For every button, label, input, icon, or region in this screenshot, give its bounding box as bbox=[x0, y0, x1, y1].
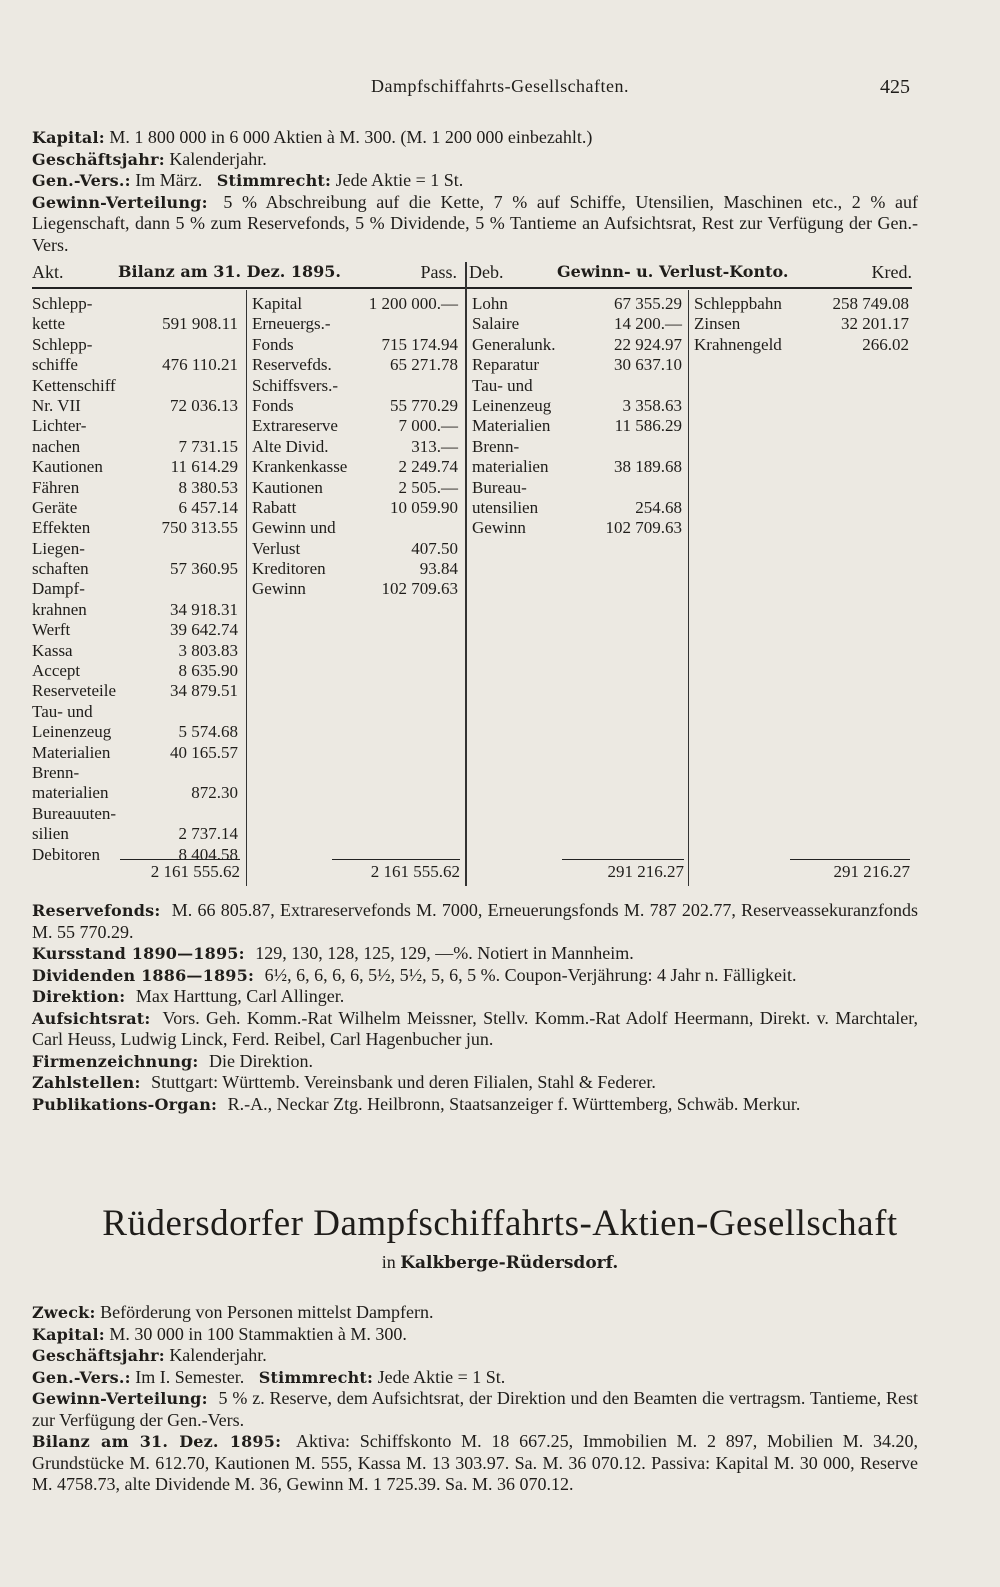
company2-title: Rüdersdorfer Dampfschiffahrts-Aktien-Gesellschaft bbox=[102, 1203, 898, 1244]
aktiva-row-label: krahnen bbox=[32, 599, 87, 619]
aktiva-row bbox=[32, 702, 238, 722]
debet-column bbox=[472, 294, 682, 539]
reservefonds-para bbox=[32, 900, 918, 943]
aktiva-row-label: Accept bbox=[32, 661, 81, 681]
kredit-row-value: 32 201.17 bbox=[841, 314, 909, 334]
aktiva-row-label: Dampf- bbox=[32, 579, 85, 599]
debet-row-label: Generalunk. bbox=[472, 334, 556, 354]
debet-row bbox=[472, 294, 682, 314]
debet-row-label: Reparatur bbox=[472, 355, 540, 375]
passiva-row bbox=[252, 416, 458, 436]
aktiva-row bbox=[32, 416, 238, 436]
guv-title: Gewinn- u. Verlust-Konto. bbox=[557, 262, 789, 281]
passiva-row bbox=[252, 355, 458, 375]
kredit-row bbox=[694, 335, 909, 355]
passiva-row-value: 10 059.90 bbox=[390, 497, 458, 517]
kursstand-para bbox=[32, 943, 918, 965]
geschaeftsjahr2-label: Geschäftsjahr: bbox=[32, 1346, 165, 1365]
aktiva-row-label: schiffe bbox=[32, 355, 78, 375]
guv-header bbox=[469, 262, 912, 286]
genvers-text: Im März. bbox=[135, 170, 203, 190]
aktiva-row-label: Tau- und bbox=[32, 701, 93, 721]
aktiva-row bbox=[32, 396, 238, 416]
gewinn-verteilung-para bbox=[32, 192, 918, 257]
passiva-row-label: Schiffsvers.- bbox=[252, 375, 339, 395]
stimmrecht-label: Stimmrecht: bbox=[216, 171, 332, 190]
gewinn-verteilung-label: Gewinn-Verteilung: bbox=[32, 192, 208, 212]
zweck-text: Beförderung von Personen mittelst Dampfern. bbox=[100, 1302, 434, 1322]
geschaeftsjahr2-text: Kalenderjahr. bbox=[169, 1345, 267, 1365]
aktiva-row-label: silien bbox=[32, 824, 69, 844]
geschaeftsjahr-label: Geschäftsjahr: bbox=[32, 149, 165, 169]
page-number: 425 bbox=[880, 76, 910, 98]
aktiva-row-label: Kassa bbox=[32, 640, 73, 660]
zweck-line bbox=[32, 1302, 918, 1324]
firmenzeichnung-para bbox=[32, 1051, 918, 1073]
aktiva-row bbox=[32, 620, 238, 640]
aktiva-row bbox=[32, 518, 238, 538]
passiva-row-value: 102 709.63 bbox=[381, 579, 458, 599]
kursstand-text: 129, 130, 128, 125, 129, —%. Notiert in Mannheim. bbox=[255, 943, 634, 963]
balance-tables bbox=[32, 262, 912, 887]
aufsichtsrat-para bbox=[32, 1008, 918, 1051]
aktiva-row-label: Geräte bbox=[32, 497, 78, 517]
debet-row bbox=[472, 478, 682, 498]
aktiva-row bbox=[32, 681, 238, 701]
aktiva-row-value: 57 360.95 bbox=[170, 559, 238, 579]
passiva-row bbox=[252, 437, 458, 457]
aktiva-row bbox=[32, 294, 238, 314]
debet-row bbox=[472, 396, 682, 416]
aktiva-row bbox=[32, 457, 238, 477]
debet-row bbox=[472, 518, 682, 538]
debet-total: 291 216.27 bbox=[607, 862, 684, 881]
aktiva-row-value: 5 574.68 bbox=[178, 722, 238, 742]
aktiva-row-label: Brenn- bbox=[32, 762, 80, 782]
passiva-sum-rule bbox=[332, 859, 460, 860]
kredit-row-label: Schleppbahn bbox=[694, 294, 782, 313]
guv-divider bbox=[688, 290, 689, 886]
kapital2-text: M. 30 000 in 100 Stammaktien à M. 300. bbox=[109, 1323, 407, 1344]
passiva-row-label: Erneuergs.- bbox=[252, 314, 331, 334]
passiva-row-label: Reservefds. bbox=[252, 355, 332, 375]
passiva-row bbox=[252, 376, 458, 396]
kapital-label: Kapital: bbox=[32, 128, 105, 147]
aktiva-row bbox=[32, 314, 238, 334]
kredit-row-value: 258 749.08 bbox=[832, 294, 909, 313]
center-divider bbox=[465, 262, 467, 886]
company2-info bbox=[32, 1302, 918, 1496]
passiva-row-label: Extrareserve bbox=[252, 416, 338, 436]
aktiva-row bbox=[32, 743, 238, 763]
kapital-line bbox=[32, 127, 918, 149]
aktiva-total: 2 161 555.62 bbox=[150, 862, 240, 881]
bilanz-header bbox=[32, 262, 457, 286]
passiva-row-label: Verlust bbox=[252, 538, 301, 558]
passiva-row bbox=[252, 457, 458, 477]
aktiva-row-value: 8 635.90 bbox=[178, 661, 238, 681]
aktiva-row-label: Schlepp- bbox=[32, 294, 93, 313]
aktiva-row-label: Kautionen bbox=[32, 457, 103, 477]
aktiva-row-value: 7 731.15 bbox=[178, 436, 238, 456]
zweck-label: Zweck: bbox=[32, 1303, 96, 1322]
kredit-row bbox=[694, 294, 909, 314]
direktion-label: Direktion: bbox=[32, 987, 126, 1006]
debet-row bbox=[472, 498, 682, 518]
debet-row-label: Salaire bbox=[472, 314, 520, 334]
kapital2-line bbox=[32, 1324, 918, 1346]
passiva-total: 2 161 555.62 bbox=[370, 862, 460, 881]
aktiva-row bbox=[32, 783, 238, 803]
direktion-para bbox=[32, 986, 918, 1008]
aktiva-row-value: 72 036.13 bbox=[170, 395, 238, 415]
debet-row-label: materialien bbox=[472, 457, 549, 477]
aktiva-sum-rule bbox=[120, 859, 240, 860]
zahlstellen-text: Stuttgart: Württemb. Vereinsbank und deren Filialen, Stahl & Federer. bbox=[151, 1072, 656, 1092]
aktiva-row bbox=[32, 804, 238, 824]
bilanz2-para bbox=[32, 1431, 918, 1496]
debet-row-label: Materialien bbox=[472, 416, 551, 436]
firmenzeichnung-label: Firmenzeichnung: bbox=[32, 1051, 199, 1071]
aktiva-row bbox=[32, 722, 238, 742]
passiva-column bbox=[252, 294, 458, 600]
debet-row-label: Leinenzeug bbox=[472, 395, 552, 415]
passiva-row-label: Rabatt bbox=[252, 497, 297, 517]
publikation-para bbox=[32, 1094, 918, 1116]
bilanz2-text: Aktiva: Schiffskonto M. 18 667.25, Immobilien M. 2 897, Mobilien M. 34.20, Grundstücke M. 612.70, Kautionen M. 555, Kassa M. 13 303.97. Sa. M. 36 070.12. Passiva: Kapital M. 30 000, Reserve M. 4758.73, alte Dividende M. 36, Gewinn M. 1 725.39. Sa. M. 36 070.12. bbox=[32, 1431, 918, 1494]
debet-row-label: Lohn bbox=[472, 294, 508, 313]
passiva-row-value: 2 249.74 bbox=[398, 457, 458, 477]
aktiva-row bbox=[32, 641, 238, 661]
kapital-text: M. 1 800 000 in 6 000 Aktien à M. 300. (M. 1 200 000 einbezahlt.) bbox=[109, 127, 593, 147]
aktiva-row-label: Kettenschiff bbox=[32, 375, 116, 395]
passiva-row bbox=[252, 559, 458, 579]
aktiva-row-value: 34 918.31 bbox=[170, 599, 238, 619]
passiva-row bbox=[252, 314, 458, 334]
bilanz-title: Bilanz am 31. Dez. 1895. bbox=[118, 262, 341, 281]
debet-row-value: 38 189.68 bbox=[614, 457, 682, 477]
aktiva-row-label: Schlepp- bbox=[32, 334, 93, 354]
aktiva-row-label: Fähren bbox=[32, 477, 80, 497]
aktiva-row bbox=[32, 335, 238, 355]
kred-label: Kred. bbox=[871, 262, 912, 282]
aktiva-row-value: 40 165.57 bbox=[170, 742, 238, 762]
aufsichtsrat-label: Aufsichtsrat: bbox=[32, 1008, 151, 1028]
aktiva-row-label: Bureauuten- bbox=[32, 803, 117, 823]
zahlstellen-para bbox=[32, 1072, 918, 1094]
page-header bbox=[0, 76, 1000, 104]
aktiva-row-value: 8 380.53 bbox=[178, 477, 238, 497]
passiva-row-label: Kreditoren bbox=[252, 559, 326, 579]
kapital2-label: Kapital: bbox=[32, 1324, 105, 1344]
debet-row bbox=[472, 416, 682, 436]
aktiva-row bbox=[32, 355, 238, 375]
deb-label: Deb. bbox=[469, 262, 504, 282]
aktiva-row-label: Effekten bbox=[32, 518, 91, 538]
aufsichtsrat-text: Vors. Geh. Komm.-Rat Wilhelm Meissner, Stellv. Komm.-Rat Adolf Heermann, Direkt. v. Marchtaler, Carl Heuss, Ludwig Linck, Ferd. Reibel, Carl Hagenbucher jun. bbox=[32, 1007, 918, 1049]
aktiva-row bbox=[32, 478, 238, 498]
debet-row bbox=[472, 437, 682, 457]
debet-row-label: utensilien bbox=[472, 497, 539, 517]
aktiva-column bbox=[32, 294, 238, 865]
genvers2-label: Gen.-Vers.: bbox=[32, 1367, 131, 1387]
passiva-row-label: Kapital bbox=[252, 294, 303, 313]
passiva-row-value: 55 770.29 bbox=[390, 395, 458, 415]
geschaeftsjahr-line bbox=[32, 149, 918, 171]
kredit-sum-rule bbox=[790, 859, 910, 860]
debet-row-value: 254.68 bbox=[635, 497, 682, 517]
aktiva-row-label: Leinenzeug bbox=[32, 722, 112, 742]
kredit-row-label: Krahnengeld bbox=[694, 334, 782, 354]
aktiva-row-label: Reserveteile bbox=[32, 681, 117, 701]
kredit-column bbox=[694, 294, 909, 355]
genvers2-text: Im I. Semester. bbox=[135, 1366, 245, 1387]
aktiva-row bbox=[32, 600, 238, 620]
direktion-text: Max Harttung, Carl Allinger. bbox=[135, 986, 345, 1006]
running-head: Dampfschiffahrts-Gesellschaften. bbox=[370, 76, 630, 96]
aktiva-row bbox=[32, 539, 238, 559]
aktiva-row-label: Lichter- bbox=[32, 416, 87, 436]
aktiva-row bbox=[32, 376, 238, 396]
aktiva-row-label: materialien bbox=[32, 783, 109, 803]
debet-row-label: Brenn- bbox=[472, 436, 520, 456]
pass-label: Pass. bbox=[420, 262, 457, 282]
passiva-row-value: 715 174.94 bbox=[381, 334, 458, 354]
aktiva-row bbox=[32, 437, 238, 457]
aktiva-row-value: 476 110.21 bbox=[162, 355, 238, 375]
debet-row-label: Gewinn bbox=[472, 518, 526, 538]
kredit-row-value: 266.02 bbox=[862, 334, 909, 354]
aktiva-row bbox=[32, 824, 238, 844]
debet-row-value: 30 637.10 bbox=[614, 355, 682, 375]
debet-row-value: 102 709.63 bbox=[605, 518, 682, 538]
dividenden-para bbox=[32, 965, 918, 987]
passiva-row-label: Krankenkasse bbox=[252, 457, 348, 477]
aktiva-row bbox=[32, 763, 238, 783]
debet-row-value: 3 358.63 bbox=[622, 395, 682, 415]
aktiva-row-value: 591 908.11 bbox=[162, 314, 238, 334]
debet-row-value: 11 586.29 bbox=[614, 416, 682, 436]
passiva-row-value: 2 505.— bbox=[398, 477, 458, 497]
debet-row-label: Bureau- bbox=[472, 477, 527, 497]
stimmrecht2-text: Jede Aktie = 1 St. bbox=[377, 1366, 506, 1387]
aktiva-row-value: 34 879.51 bbox=[170, 681, 238, 701]
passiva-row-label: Fonds bbox=[252, 334, 294, 354]
kredit-total: 291 216.27 bbox=[833, 862, 910, 881]
kursstand-label: Kursstand 1890—1895: bbox=[32, 944, 245, 963]
aktiva-row-label: Materialien bbox=[32, 742, 111, 762]
passiva-row-value: 313.— bbox=[411, 436, 458, 456]
passiva-row bbox=[252, 498, 458, 518]
bilanz-divider bbox=[246, 290, 247, 886]
passiva-row-value: 93.84 bbox=[419, 559, 458, 579]
company1-info bbox=[32, 127, 918, 256]
reservefonds-text: M. 66 805.87, Extrareservefonds M. 7000, Erneuerungsfonds M. 787 202.77, Reserveassekuranzfonds M. 55 770.29. bbox=[32, 900, 919, 942]
aktiva-row bbox=[32, 661, 238, 681]
passiva-row bbox=[252, 396, 458, 416]
firmenzeichnung-text: Die Direktion. bbox=[209, 1050, 314, 1071]
passiva-row-label: Kautionen bbox=[252, 477, 323, 497]
passiva-row bbox=[252, 579, 458, 599]
aktiva-row-label: Werft bbox=[32, 620, 71, 640]
passiva-row bbox=[252, 478, 458, 498]
passiva-row bbox=[252, 294, 458, 314]
stimmrecht-text: Jede Aktie = 1 St. bbox=[335, 170, 464, 190]
aktiva-row-label: kette bbox=[32, 314, 66, 334]
location-name: Kalkberge-Rüdersdorf. bbox=[400, 1253, 619, 1273]
table-top-rule bbox=[32, 287, 912, 289]
company2-location bbox=[0, 1252, 1000, 1273]
debet-row bbox=[472, 457, 682, 477]
publikation-text: R.-A., Neckar Ztg. Heilbronn, Staatsanzeiger f. Württemberg, Schwäb. Merkur. bbox=[227, 1093, 801, 1114]
aktiva-row-label: nachen bbox=[32, 436, 81, 456]
aktiva-row bbox=[32, 559, 238, 579]
genvers2-line bbox=[32, 1367, 918, 1389]
aktiva-row bbox=[32, 579, 238, 599]
genvers-label: Gen.-Vers.: bbox=[32, 171, 131, 190]
aktiva-row-value: 872.30 bbox=[191, 783, 238, 803]
passiva-row-value: 1 200 000.— bbox=[368, 294, 458, 313]
aktiva-row-value: 39 642.74 bbox=[170, 620, 238, 640]
gewinn2-label: Gewinn-Verteilung: bbox=[32, 1389, 208, 1408]
debet-row-value: 14 200.— bbox=[614, 314, 682, 334]
aktiva-row-value: 750 313.55 bbox=[161, 518, 238, 538]
aktiva-row-value: 8 404.58 bbox=[178, 844, 238, 864]
passiva-row-label: Fonds bbox=[252, 395, 294, 415]
aktiva-row-value: 3 803.83 bbox=[178, 640, 238, 660]
passiva-row bbox=[252, 518, 458, 538]
passiva-row bbox=[252, 335, 458, 355]
debet-row bbox=[472, 314, 682, 334]
aktiva-row bbox=[32, 498, 238, 518]
kredit-row bbox=[694, 314, 909, 334]
stimmrecht2-label: Stimmrecht: bbox=[258, 1367, 374, 1387]
aktiva-row-label: Liegen- bbox=[32, 538, 85, 558]
aktiva-row-value: 6 457.14 bbox=[178, 497, 238, 517]
zahlstellen-label: Zahlstellen: bbox=[32, 1073, 141, 1092]
aktiva-row-value: 11 614.29 bbox=[170, 457, 238, 477]
debet-sum-rule bbox=[562, 859, 684, 860]
debet-row-value: 67 355.29 bbox=[614, 294, 682, 313]
akt-label: Akt. bbox=[32, 262, 64, 282]
passiva-row-label: Alte Divid. bbox=[252, 436, 329, 456]
passiva-row-value: 407.50 bbox=[411, 538, 458, 558]
passiva-row bbox=[252, 539, 458, 559]
reservefonds-label: Reservefonds: bbox=[32, 901, 161, 920]
geschaeftsjahr2-line bbox=[32, 1345, 918, 1367]
genvers-line bbox=[32, 170, 918, 192]
gewinn-verteilung-text: 5 % Abschreibung auf die Kette, 7 % auf Schiffe, Utensilien, Maschinen etc., 2 % auf Liegenschaft, dann 5 % zum Reservefonds, 5 % Dividende, 5 % Tantieme an Aufsichtsrat, Rest zur Verfügung der Gen.-Vers. bbox=[32, 191, 919, 255]
kredit-row-label: Zinsen bbox=[694, 314, 741, 334]
aktiva-row-label: Debitoren bbox=[32, 844, 100, 864]
gewinn2-para bbox=[32, 1388, 918, 1431]
aktiva-row-label: schaften bbox=[32, 559, 89, 579]
passiva-row-label: Gewinn bbox=[252, 579, 306, 599]
bilanz2-label: Bilanz am 31. Dez. 1895: bbox=[32, 1432, 282, 1451]
geschaeftsjahr-text: Kalenderjahr. bbox=[169, 148, 267, 169]
debet-row-label: Tau- und bbox=[472, 375, 533, 395]
dividenden-label: Dividenden 1886—1895: bbox=[32, 965, 255, 985]
passiva-row-value: 7 000.— bbox=[398, 416, 458, 436]
dividenden-text: 6½, 6, 6, 6, 6, 5½, 5½, 5, 6, 5 %. Coupon-Verjährung: 4 Jahr n. Fälligkeit. bbox=[264, 964, 797, 985]
debet-row bbox=[472, 355, 682, 375]
debet-row-value: 22 924.97 bbox=[614, 334, 682, 354]
location-prefix: in bbox=[381, 1252, 396, 1272]
publikation-label: Publikations-Organ: bbox=[32, 1094, 218, 1114]
debet-row bbox=[472, 376, 682, 396]
passiva-row-label: Gewinn und bbox=[252, 518, 336, 538]
passiva-row-value: 65 271.78 bbox=[390, 355, 458, 375]
aktiva-row-value: 2 737.14 bbox=[178, 824, 238, 844]
company1-details bbox=[32, 900, 918, 1115]
debet-row bbox=[472, 335, 682, 355]
aktiva-row-label: Nr. VII bbox=[32, 395, 81, 415]
gewinn2-text: 5 % z. Reserve, dem Aufsichtsrat, der Direktion und den Beamten die vertragsm. Tantieme, Rest zur Verfügung der Gen.-Vers. bbox=[32, 1388, 918, 1430]
